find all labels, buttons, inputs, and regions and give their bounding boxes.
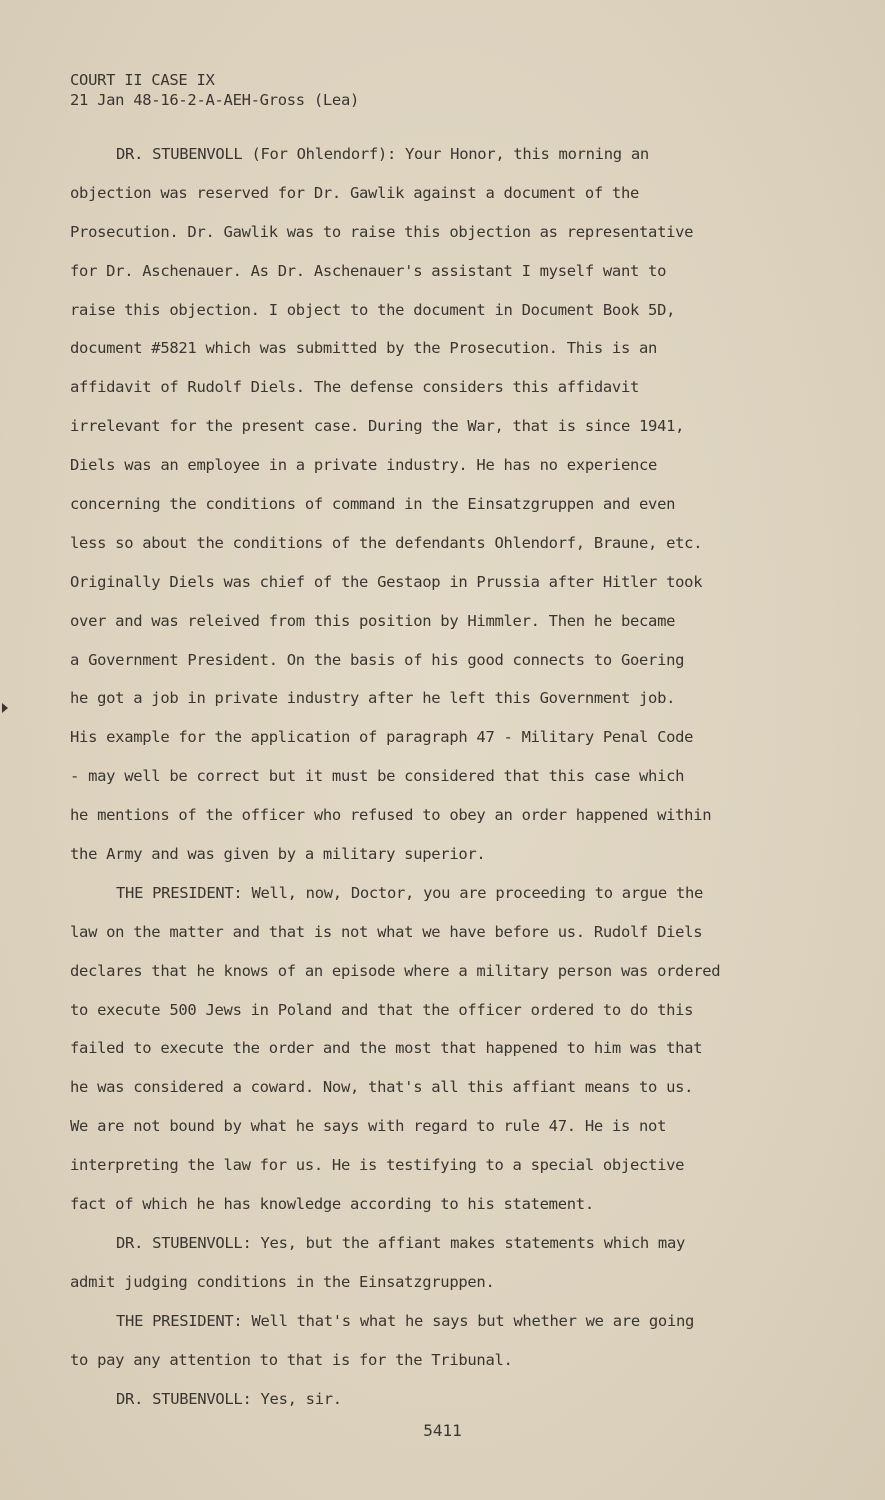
margin-tick-mark — [2, 703, 8, 713]
transcript-line: concerning the conditions of command in the Einsatzgruppen and even — [70, 495, 676, 514]
transcript-line: Originally Diels was chief of the Gestaop in Prussia after Hitler took — [70, 572, 703, 591]
header-session-info: 21 Jan 48-16-2-A-AEH-Gross (Lea) — [70, 91, 360, 109]
transcript-line: We are not bound by what he says with regard to rule 47. He is not — [70, 1117, 667, 1136]
transcript-line: he got a job in private industry after he left this Government job. — [70, 689, 676, 708]
transcript-line: objection was reserved for Dr. Gawlik against a document of the — [70, 183, 640, 202]
transcript-line: THE PRESIDENT: Well, now, Doctor, you are proceeding to argue the — [116, 883, 704, 902]
transcript-line: he was considered a coward. Now, that's all this affiant means to us. — [70, 1078, 694, 1097]
transcript-line: failed to execute the order and the most that happened to him was that — [70, 1039, 703, 1058]
transcript-line: interpreting the law for us. He is testifying to a special objective — [70, 1156, 685, 1175]
transcript-line: fact of which he has knowledge according to his statement. — [70, 1195, 594, 1214]
transcript-line: irrelevant for the present case. During the War, that is since 1941, — [70, 417, 685, 436]
transcript-line: Prosecution. Dr. Gawlik was to raise this objection as representative — [70, 222, 694, 241]
transcript-line: Diels was an employee in a private industry. He has no experience — [70, 456, 658, 475]
transcript-line: for Dr. Aschenauer. As Dr. Aschenauer's assistant I myself want to — [70, 261, 667, 280]
transcript-line: document #5821 which was submitted by the Prosecution. This is an — [70, 339, 658, 358]
transcript-line: DR. STUBENVOLL (For Ohlendorf): Your Honor, this morning an — [116, 145, 649, 163]
transcript-line: raise this objection. I object to the document in Document Book 5D, — [70, 300, 676, 319]
transcript-line: law on the matter and that is not what we have before us. Rudolf Diels — [70, 922, 703, 941]
transcript-body — [70, 140, 815, 1423]
transcript-line: - may well be correct but it must be considered that this case which — [70, 767, 685, 786]
transcript-line: His example for the application of paragraph 47 - Military Penal Code — [70, 728, 694, 747]
transcript-line: a Government President. On the basis of his good connects to Goering — [70, 650, 685, 669]
transcript-line: over and was releived from this position by Himmler. Then he became — [70, 611, 676, 630]
document-header — [70, 70, 359, 110]
transcript-line: to pay any attention to that is for the Tribunal. — [70, 1350, 513, 1369]
transcript-line: to execute 500 Jews in Poland and that the officer ordered to do this — [70, 1000, 694, 1019]
transcript-line: less so about the conditions of the defendants Ohlendorf, Braune, etc. — [70, 533, 703, 552]
transcript-line: THE PRESIDENT: Well that's what he says but whether we are going — [116, 1311, 695, 1330]
page-number: 5411 — [423, 1421, 462, 1440]
transcript-line: declares that he knows of an episode where a military person was ordered — [70, 961, 721, 980]
transcript-line: admit judging conditions in the Einsatzgruppen. — [70, 1272, 495, 1291]
transcript-line: DR. STUBENVOLL: Yes, sir. — [116, 1389, 342, 1408]
header-court-case: COURT II CASE IX — [70, 71, 215, 89]
transcript-line: affidavit of Rudolf Diels. The defense considers this affidavit — [70, 378, 640, 397]
transcript-line: the Army and was given by a military superior. — [70, 845, 486, 864]
transcript-line: DR. STUBENVOLL: Yes, but the affiant makes statements which may — [116, 1233, 686, 1252]
transcript-line: he mentions of the officer who refused to obey an order happened within — [70, 806, 712, 825]
